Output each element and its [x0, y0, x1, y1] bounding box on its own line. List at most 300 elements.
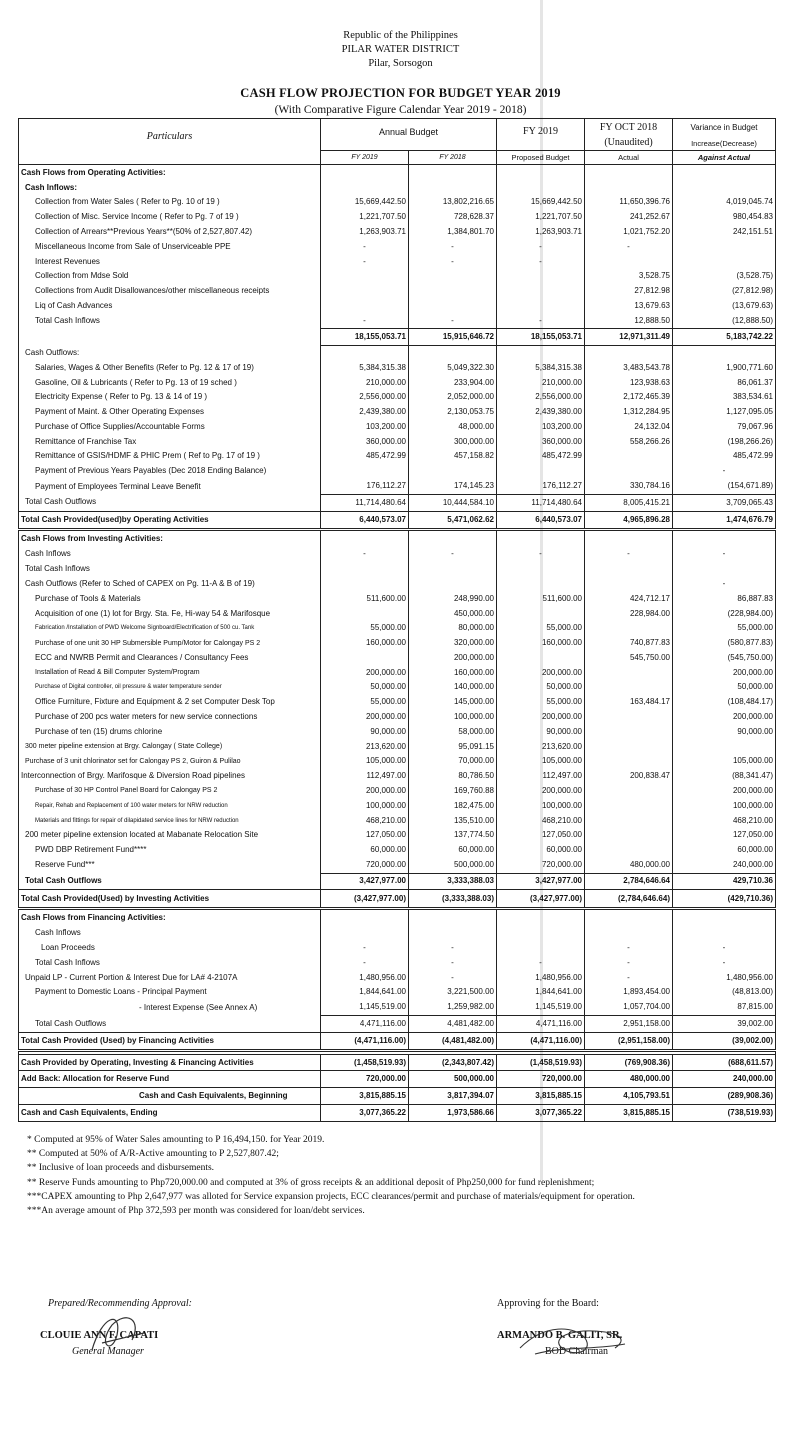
row-value: (228,984.00): [673, 606, 776, 621]
row-value: 468,210.00: [321, 813, 409, 828]
row-label: Cash and Cash Equivalents, Ending: [19, 1104, 321, 1121]
table-row: [19, 985, 776, 1000]
row-value: 10,444,584.10: [409, 494, 497, 511]
row-value: [321, 284, 409, 299]
row-value: [321, 529, 409, 547]
row-value: 2,556,000.00: [321, 390, 409, 405]
row-value: (289,908.36): [673, 1088, 776, 1105]
row-label: Acquisition of one (1) lot for Brgy. Sta. Fe, Hi-way 54 & Marifosque: [19, 606, 321, 621]
row-value: 8,005,415.21: [585, 494, 673, 511]
table-row: [19, 636, 776, 651]
footnote: ** Reserve Funds amounting to Php720,000.00 and computed at 3% of gross receipts & an additional deposit of Php250,000 for fund replenishment;: [27, 1177, 595, 1188]
row-value: 200,000.00: [497, 665, 585, 680]
row-label: Repair, Rehab and Replacement of 100 water meters for NRW reduction: [19, 798, 321, 813]
row-value: 60,000.00: [497, 843, 585, 858]
row-value: 1,844,641.00: [321, 985, 409, 1000]
table-row: [19, 769, 776, 784]
row-value: (12,888.50): [673, 313, 776, 329]
row-value: (3,427,977.00): [321, 890, 409, 908]
table-row: [19, 464, 776, 479]
row-value: [409, 577, 497, 592]
row-value: [585, 254, 673, 269]
row-value: 558,266.26: [585, 434, 673, 449]
row-value: [585, 798, 673, 813]
row-label: Payment of Employees Terminal Leave Benefit: [19, 479, 321, 495]
row-value: [585, 908, 673, 926]
row-value: [321, 298, 409, 313]
row-value: 480,000.00: [585, 857, 673, 873]
row-value: -: [673, 955, 776, 970]
row-value: 2,172,465.39: [585, 390, 673, 405]
row-value: 1,474,676.79: [673, 511, 776, 529]
row-value: 424,712.17: [585, 591, 673, 606]
row-value: -: [497, 254, 585, 269]
row-label: Cash Flows from Operating Activities:: [19, 165, 321, 181]
row-value: 485,472.99: [673, 449, 776, 464]
row-value: [409, 180, 497, 195]
table-row: [19, 1000, 776, 1016]
table-row: [19, 843, 776, 858]
row-value: 4,105,793.51: [585, 1088, 673, 1105]
row-value: [409, 165, 497, 181]
row-value: [497, 606, 585, 621]
row-value: -: [497, 239, 585, 254]
row-label: Purchase of 30 HP Control Panel Board for Calongay PS 2: [19, 784, 321, 799]
row-value: (88,341.47): [673, 769, 776, 784]
table-row: [19, 970, 776, 985]
row-value: 18,155,053.71: [321, 329, 409, 346]
row-value: (769,908.36): [585, 1054, 673, 1071]
row-value: 60,000.00: [409, 843, 497, 858]
row-value: 728,628.37: [409, 210, 497, 225]
row-value: -: [321, 955, 409, 970]
row-value: 15,669,442.50: [497, 195, 585, 210]
row-value: 485,472.99: [321, 449, 409, 464]
row-value: 100,000.00: [321, 798, 409, 813]
row-value: 87,815.00: [673, 1000, 776, 1016]
table-row: [19, 254, 776, 269]
row-value: [497, 562, 585, 577]
row-label: Miscellaneous Income from Sale of Unserviceable PPE: [19, 239, 321, 254]
row-label: Interest Revenues: [19, 254, 321, 269]
col-fy2018: FY 2018: [409, 151, 497, 165]
row-value: 5,183,742.22: [673, 329, 776, 346]
row-value: [321, 165, 409, 181]
row-value: [321, 269, 409, 284]
table-row: [19, 562, 776, 577]
row-value: 4,481,482.00: [409, 1015, 497, 1032]
row-value: 1,263,903.71: [497, 225, 585, 240]
row-value: 5,471,062.62: [409, 511, 497, 529]
col-fy2019: FY 2019: [321, 151, 409, 165]
row-value: -: [585, 955, 673, 970]
row-value: [497, 284, 585, 299]
row-value: 740,877.83: [585, 636, 673, 651]
row-value: 176,112.27: [321, 479, 409, 495]
row-value: 1,057,704.00: [585, 1000, 673, 1016]
row-label: Purchase of 3 unit chlorinator set for Calongay PS 2, Guiron & Pulilao: [19, 754, 321, 769]
row-value: 485,472.99: [497, 449, 585, 464]
row-label: Collection of Arrears**Previous Years**(50% of 2,527,807.42): [19, 225, 321, 240]
table-row: [19, 680, 776, 695]
row-value: 50,000.00: [673, 680, 776, 695]
row-value: (429,710.36): [673, 890, 776, 908]
row-value: 123,938.63: [585, 375, 673, 390]
row-value: [497, 180, 585, 195]
row-label: Cash Inflows: [19, 926, 321, 941]
row-value: (3,528.75): [673, 269, 776, 284]
row-value: 160,000.00: [409, 665, 497, 680]
table-row: [19, 908, 776, 926]
row-value: 18,155,053.71: [497, 329, 585, 346]
row-value: 48,000.00: [409, 420, 497, 435]
footnote: ***CAPEX amounting to Php 2,647,977 was alloted for Service expansion projects, ECC clearances/permit and purchase of materials/equipment for operation.: [27, 1191, 635, 1202]
row-value: 60,000.00: [321, 843, 409, 858]
row-value: 4,019,045.74: [673, 195, 776, 210]
col-fyoct: FY OCT 2018: [585, 119, 673, 137]
table-row: [19, 754, 776, 769]
row-value: 169,760.88: [409, 784, 497, 799]
row-value: [409, 284, 497, 299]
row-value: [409, 298, 497, 313]
row-value: -: [321, 254, 409, 269]
row-value: 103,200.00: [321, 420, 409, 435]
row-value: (27,812.98): [673, 284, 776, 299]
col-variance: Variance in Budget: [673, 119, 776, 137]
table-row: [19, 195, 776, 210]
table-row: [19, 695, 776, 710]
table-row: [19, 813, 776, 828]
row-value: (2,343,807.42): [409, 1054, 497, 1071]
row-label: Payment of Maint. & Other Operating Expenses: [19, 405, 321, 420]
row-value: 100,000.00: [673, 798, 776, 813]
col-fy2019b: FY 2019: [497, 119, 585, 137]
row-value: [673, 529, 776, 547]
table-row: [19, 606, 776, 621]
footnote: ** Computed at 50% of A/R-Active amounting to P 2,527,807.42;: [27, 1149, 279, 1160]
row-value: (4,481,482.00): [409, 1032, 497, 1050]
row-value: [585, 529, 673, 547]
row-value: 1,127,095.05: [673, 405, 776, 420]
row-value: [585, 621, 673, 636]
table-row: [19, 1015, 776, 1032]
row-value: 112,497.00: [497, 769, 585, 784]
row-value: 233,904.00: [409, 375, 497, 390]
row-value: [585, 926, 673, 941]
row-value: 105,000.00: [321, 754, 409, 769]
table-row: [19, 873, 776, 890]
table-row: [19, 710, 776, 725]
row-value: 248,990.00: [409, 591, 497, 606]
row-value: 55,000.00: [497, 621, 585, 636]
row-value: [497, 269, 585, 284]
table-row: [19, 346, 776, 361]
row-value: [409, 464, 497, 479]
row-value: (198,266.26): [673, 434, 776, 449]
row-value: -: [585, 239, 673, 254]
row-value: 1,312,284.95: [585, 405, 673, 420]
table-row: [19, 269, 776, 284]
row-value: 1,844,641.00: [497, 985, 585, 1000]
row-value: 3,815,885.15: [321, 1088, 409, 1105]
table-row: [19, 651, 776, 666]
row-label: Total Cash Outflows: [19, 1015, 321, 1032]
row-value: 500,000.00: [409, 857, 497, 873]
table-row: [19, 1104, 776, 1121]
row-value: 3,077,365.22: [321, 1104, 409, 1121]
row-value: 3,333,388.03: [409, 873, 497, 890]
row-label: Fabrication /Installation of PWD Welcome Signboard/Electrification of 500 cu. Tank: [19, 621, 321, 636]
row-label: 200 meter pipeline extension located at Mabanate Relocation Site: [19, 828, 321, 843]
table-row: [19, 313, 776, 329]
row-value: 480,000.00: [585, 1071, 673, 1088]
row-value: 163,484.17: [585, 695, 673, 710]
row-value: 145,000.00: [409, 695, 497, 710]
row-value: 12,888.50: [585, 313, 673, 329]
row-value: 2,951,158.00: [585, 1015, 673, 1032]
row-value: (39,002.00): [673, 1032, 776, 1050]
row-value: 720,000.00: [497, 1071, 585, 1088]
table-row: [19, 890, 776, 908]
table-row: [19, 857, 776, 873]
row-label: Purchase of Digital controller, oil pressure & water temperature sender: [19, 680, 321, 695]
table-row: [19, 180, 776, 195]
row-value: (1,458,519.93): [321, 1054, 409, 1071]
row-value: -: [409, 547, 497, 562]
table-row: [19, 375, 776, 390]
row-value: [321, 577, 409, 592]
row-label: Collection of Misc. Service Income ( Refer to Pg. 7 of 19 ): [19, 210, 321, 225]
table-row: [19, 665, 776, 680]
row-value: 200,000.00: [321, 784, 409, 799]
row-value: 11,714,480.64: [497, 494, 585, 511]
row-value: (1,458,519.93): [497, 1054, 585, 1071]
row-value: 213,620.00: [321, 739, 409, 754]
row-value: 320,000.00: [409, 636, 497, 651]
col-particulars: Particulars: [19, 119, 321, 165]
row-value: -: [585, 970, 673, 985]
row-value: 200,000.00: [321, 665, 409, 680]
row-value: -: [673, 464, 776, 479]
row-value: (3,333,388.03): [409, 890, 497, 908]
row-value: (580,877.83): [673, 636, 776, 651]
row-value: 3,817,394.07: [409, 1088, 497, 1105]
row-value: [673, 739, 776, 754]
row-value: -: [409, 970, 497, 985]
table-row: [19, 165, 776, 181]
row-value: 450,000.00: [409, 606, 497, 621]
row-value: [585, 449, 673, 464]
document-subtitle: (With Comparative Figure Calendar Year 2019 - 2018): [274, 104, 527, 116]
row-value: 160,000.00: [321, 636, 409, 651]
row-value: 140,000.00: [409, 680, 497, 695]
row-value: 200,000.00: [497, 784, 585, 799]
row-value: -: [585, 547, 673, 562]
row-value: (738,519.93): [673, 1104, 776, 1121]
row-value: 135,510.00: [409, 813, 497, 828]
row-value: 2,439,380.00: [497, 405, 585, 420]
row-value: [585, 165, 673, 181]
row-value: -: [409, 941, 497, 956]
row-value: 127,050.00: [673, 828, 776, 843]
table-row: [19, 577, 776, 592]
row-value: [585, 346, 673, 361]
table-row: [19, 360, 776, 375]
row-value: 200,000.00: [673, 784, 776, 799]
row-label: Payment to Domestic Loans - Principal Payment: [19, 985, 321, 1000]
row-value: 2,784,646.64: [585, 873, 673, 890]
row-value: 105,000.00: [673, 754, 776, 769]
row-value: 200,000.00: [409, 651, 497, 666]
row-value: 55,000.00: [321, 695, 409, 710]
row-label: Gasoline, Oil & Lubricants ( Refer to Pg. 13 of 19 sched ): [19, 375, 321, 390]
table-row: [19, 329, 776, 346]
row-value: 1,900,771.60: [673, 360, 776, 375]
row-value: [585, 710, 673, 725]
table-row: [19, 547, 776, 562]
row-value: (4,471,116.00): [321, 1032, 409, 1050]
row-value: 80,786.50: [409, 769, 497, 784]
table-row: [19, 955, 776, 970]
row-value: 300,000.00: [409, 434, 497, 449]
row-label: Remittance of GSIS/HDMF & PHIC Prem ( Ref to Pg. 17 of 19 ): [19, 449, 321, 464]
row-value: [673, 562, 776, 577]
row-value: 127,050.00: [497, 828, 585, 843]
row-value: 3,528.75: [585, 269, 673, 284]
row-value: 1,480,956.00: [497, 970, 585, 985]
row-value: [497, 529, 585, 547]
row-value: 3,077,365.22: [497, 1104, 585, 1121]
row-value: 3,427,977.00: [497, 873, 585, 890]
row-label: Payment of Previous Years Payables (Dec 2018 Ending Balance): [19, 464, 321, 479]
prepared-name: CLOUIE ANN F. CAPATI: [40, 1330, 159, 1341]
row-value: 6,440,573.07: [497, 511, 585, 529]
table-row: [19, 798, 776, 813]
row-value: [409, 529, 497, 547]
row-label: 300 meter pipeline extension at Brgy. Calongay ( State College): [19, 739, 321, 754]
row-value: (688,611.57): [673, 1054, 776, 1071]
table-row: [19, 591, 776, 606]
table-row: [19, 210, 776, 225]
row-value: 720,000.00: [497, 857, 585, 873]
row-value: 79,067.96: [673, 420, 776, 435]
row-value: -: [409, 955, 497, 970]
row-value: 13,679.63: [585, 298, 673, 313]
col-proposed: Proposed Budget: [497, 151, 585, 165]
table-row: [19, 724, 776, 739]
table-row: [19, 621, 776, 636]
row-value: 511,600.00: [497, 591, 585, 606]
document-title: CASH FLOW PROJECTION FOR BUDGET YEAR 2019: [240, 86, 561, 100]
cash-flow-table: [18, 118, 776, 1122]
row-value: 176,112.27: [497, 479, 585, 495]
row-value: -: [673, 941, 776, 956]
row-value: (154,671.89): [673, 479, 776, 495]
row-value: -: [673, 547, 776, 562]
row-value: 210,000.00: [321, 375, 409, 390]
row-label: PWD DBP Retirement Fund****: [19, 843, 321, 858]
row-value: 70,000.00: [409, 754, 497, 769]
row-value: [585, 724, 673, 739]
row-value: [321, 926, 409, 941]
row-value: 174,145.23: [409, 479, 497, 495]
table-row: [19, 739, 776, 754]
row-value: -: [321, 313, 409, 329]
row-value: 11,714,480.64: [321, 494, 409, 511]
row-value: -: [409, 239, 497, 254]
row-value: 55,000.00: [321, 621, 409, 636]
row-label: [19, 329, 321, 346]
row-value: [497, 346, 585, 361]
row-value: 127,050.00: [321, 828, 409, 843]
row-label: Total Cash Inflows: [19, 955, 321, 970]
table-row: [19, 434, 776, 449]
table-row: [19, 405, 776, 420]
row-value: 200,838.47: [585, 769, 673, 784]
row-value: -: [409, 313, 497, 329]
row-label: - Interest Expense (See Annex A): [19, 1000, 321, 1016]
approved-position: BOD Chairman: [545, 1346, 609, 1357]
row-value: 1,145,519.00: [321, 1000, 409, 1016]
row-value: 3,709,065.43: [673, 494, 776, 511]
row-label: Installation of Read & Bill Computer System/Program: [19, 665, 321, 680]
footnote: ** Inclusive of loan proceeds and disbursements.: [27, 1163, 215, 1174]
row-label: Collection from Mdse Sold: [19, 269, 321, 284]
row-value: 360,000.00: [321, 434, 409, 449]
row-value: 2,130,053.75: [409, 405, 497, 420]
manager-signature-icon: [82, 1305, 152, 1360]
row-value: [409, 269, 497, 284]
table-row: [19, 941, 776, 956]
row-value: 182,475.00: [409, 798, 497, 813]
row-value: 11,650,396.76: [585, 195, 673, 210]
row-value: 241,252.67: [585, 210, 673, 225]
approved-label: Approving for the Board:: [497, 1298, 599, 1309]
row-value: 15,669,442.50: [321, 195, 409, 210]
row-label: Purchase of Office Supplies/Accountable Forms: [19, 420, 321, 435]
row-label: Cash Outflows (Refer to Sched of CAPEX on Pg. 11-A & B of 19): [19, 577, 321, 592]
row-value: 50,000.00: [497, 680, 585, 695]
row-value: 200,000.00: [321, 710, 409, 725]
table-row: [19, 298, 776, 313]
row-value: 39,002.00: [673, 1015, 776, 1032]
row-value: 12,971,311.49: [585, 329, 673, 346]
row-label: Total Cash Provided (Used) by Financing Activities: [19, 1032, 321, 1050]
row-value: 4,471,116.00: [497, 1015, 585, 1032]
row-value: 55,000.00: [497, 695, 585, 710]
row-value: 1,263,903.71: [321, 225, 409, 240]
row-value: -: [585, 941, 673, 956]
row-value: [409, 562, 497, 577]
row-value: 1,221,707.50: [497, 210, 585, 225]
row-value: 5,384,315.38: [321, 360, 409, 375]
row-value: [585, 665, 673, 680]
row-value: 1,221,707.50: [321, 210, 409, 225]
table-row: [19, 390, 776, 405]
row-value: 100,000.00: [409, 710, 497, 725]
table-row: [19, 479, 776, 495]
header-republic: Republic of the Philippines: [343, 30, 458, 41]
row-label: Office Furniture, Fixture and Equipment & 2 set Computer Desk Top: [19, 695, 321, 710]
annual-budget-spacer: [321, 137, 497, 151]
row-value: [497, 651, 585, 666]
row-value: 200,000.00: [673, 665, 776, 680]
row-value: 3,427,977.00: [321, 873, 409, 890]
row-value: [497, 577, 585, 592]
row-value: 58,000.00: [409, 724, 497, 739]
row-label: Add Back: Allocation for Reserve Fund: [19, 1071, 321, 1088]
chairman-signature-icon: [515, 1318, 635, 1363]
